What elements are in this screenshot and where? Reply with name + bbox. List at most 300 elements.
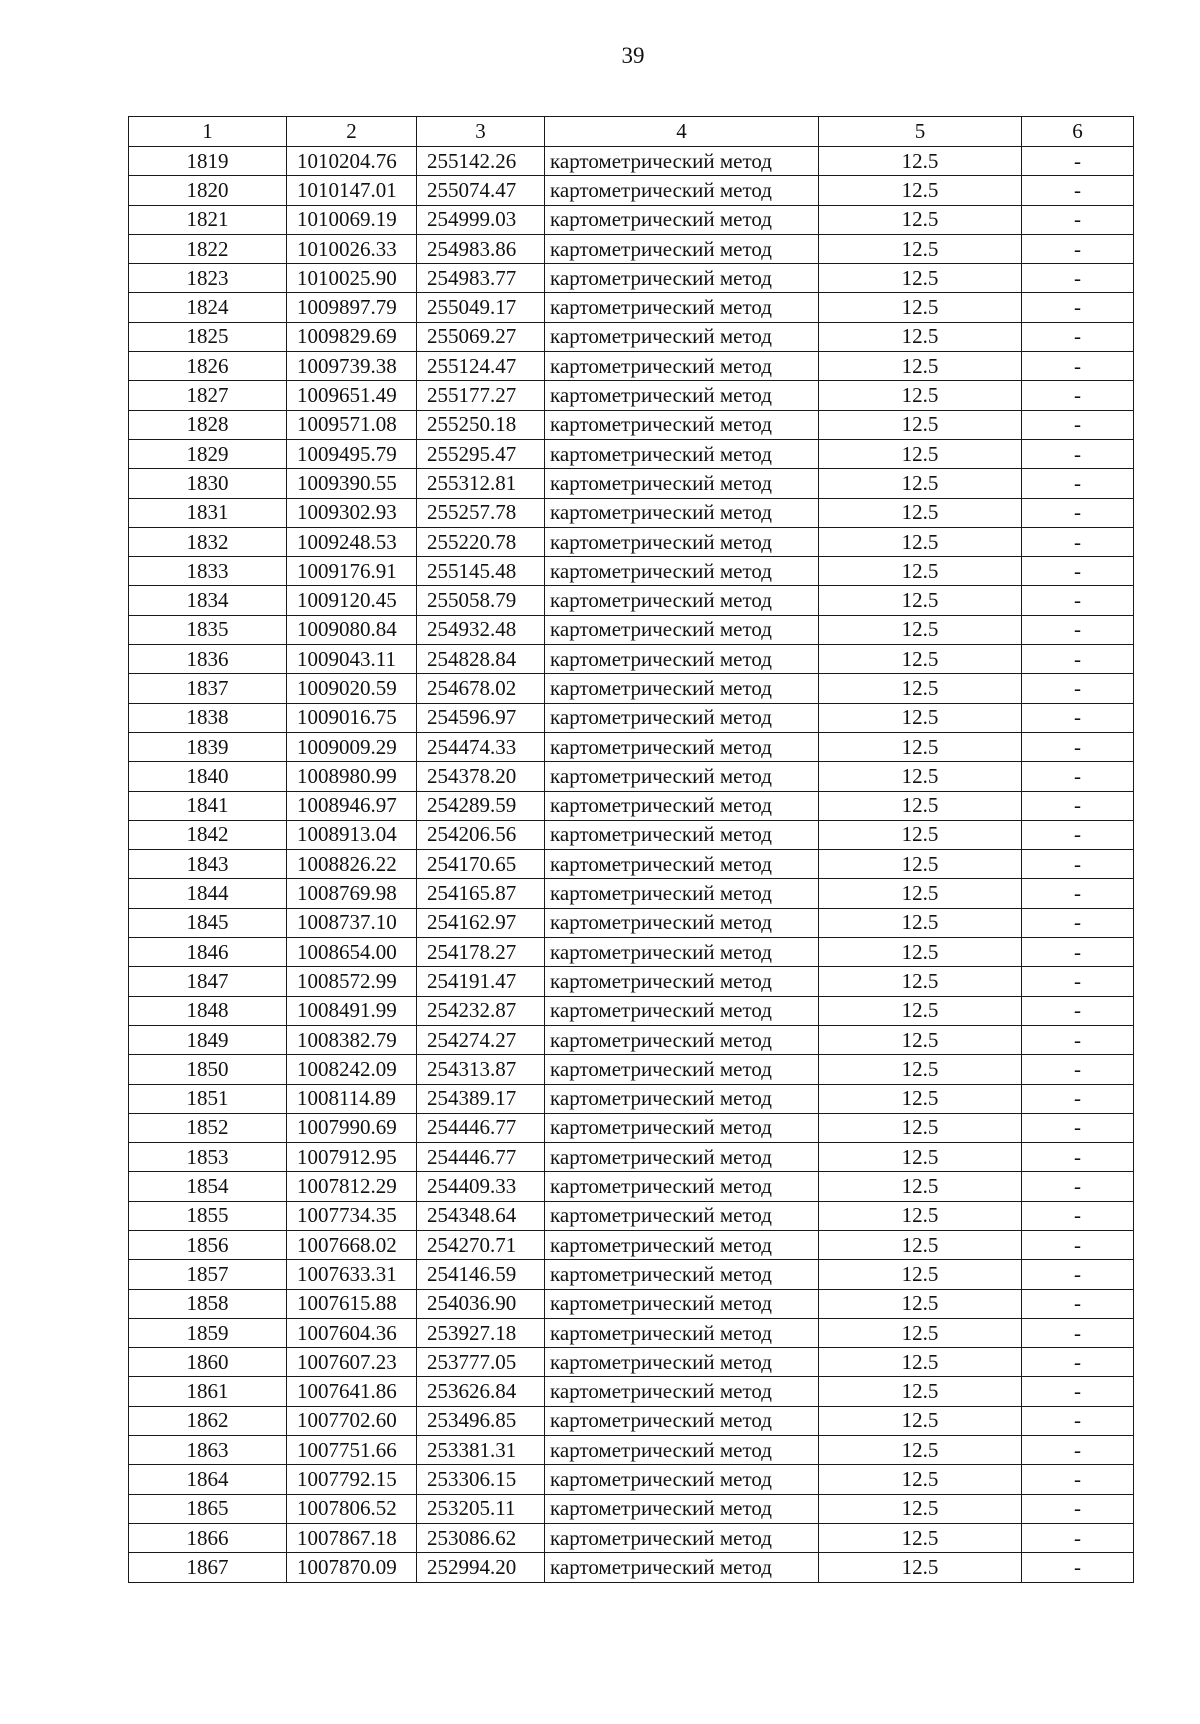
point-number-cell: 1865 [129, 1494, 287, 1523]
note-cell: - [1022, 908, 1134, 937]
x-coordinate-cell: 1008737.10 [287, 908, 417, 937]
accuracy-cell: 12.5 [819, 527, 1022, 556]
accuracy-cell: 12.5 [819, 498, 1022, 527]
accuracy-cell: 12.5 [819, 1172, 1022, 1201]
point-number-cell: 1835 [129, 615, 287, 644]
point-number-cell: 1862 [129, 1406, 287, 1435]
note-cell: - [1022, 1553, 1134, 1582]
table-row [129, 820, 1134, 849]
table-row [129, 1348, 1134, 1377]
table-row [129, 1260, 1134, 1289]
y-coordinate-cell: 254678.02 [417, 674, 545, 703]
x-coordinate-cell: 1008769.98 [287, 879, 417, 908]
table-row [129, 1436, 1134, 1465]
accuracy-cell: 12.5 [819, 1025, 1022, 1054]
accuracy-cell: 12.5 [819, 264, 1022, 293]
x-coordinate-cell: 1009009.29 [287, 732, 417, 761]
accuracy-cell: 12.5 [819, 439, 1022, 468]
y-coordinate-cell: 254170.65 [417, 850, 545, 879]
note-cell: - [1022, 176, 1134, 205]
accuracy-cell: 12.5 [819, 1260, 1022, 1289]
method-cell: картометрический метод [545, 820, 819, 849]
x-coordinate-cell: 1007806.52 [287, 1494, 417, 1523]
y-coordinate-cell: 255142.26 [417, 147, 545, 176]
table-row [129, 352, 1134, 381]
point-number-cell: 1833 [129, 557, 287, 586]
y-coordinate-cell: 254348.64 [417, 1201, 545, 1230]
method-cell: картометрический метод [545, 352, 819, 381]
point-number-cell: 1852 [129, 1113, 287, 1142]
note-cell: - [1022, 1523, 1134, 1552]
x-coordinate-cell: 1008114.89 [287, 1084, 417, 1113]
method-cell: картометрический метод [545, 293, 819, 322]
note-cell: - [1022, 205, 1134, 234]
accuracy-cell: 12.5 [819, 1201, 1022, 1230]
method-cell: картометрический метод [545, 586, 819, 615]
table-row [129, 1055, 1134, 1084]
x-coordinate-cell: 1007870.09 [287, 1553, 417, 1582]
x-coordinate-cell: 1007812.29 [287, 1172, 417, 1201]
y-coordinate-cell: 253381.31 [417, 1436, 545, 1465]
table-row [129, 586, 1134, 615]
accuracy-cell: 12.5 [819, 557, 1022, 586]
method-cell: картометрический метод [545, 322, 819, 351]
point-number-cell: 1841 [129, 791, 287, 820]
table-row [129, 469, 1134, 498]
point-number-cell: 1821 [129, 205, 287, 234]
table-row [129, 264, 1134, 293]
point-number-cell: 1829 [129, 439, 287, 468]
table-row [129, 850, 1134, 879]
point-number-cell: 1820 [129, 176, 287, 205]
note-cell: - [1022, 1113, 1134, 1142]
y-coordinate-cell: 254270.71 [417, 1230, 545, 1259]
method-cell: картометрический метод [545, 439, 819, 468]
accuracy-cell: 12.5 [819, 469, 1022, 498]
note-cell: - [1022, 1465, 1134, 1494]
table-row [129, 674, 1134, 703]
method-cell: картометрический метод [545, 176, 819, 205]
point-number-cell: 1838 [129, 703, 287, 732]
y-coordinate-cell: 254274.27 [417, 1025, 545, 1054]
method-cell: картометрический метод [545, 732, 819, 761]
method-cell: картометрический метод [545, 615, 819, 644]
x-coordinate-cell: 1009571.08 [287, 410, 417, 439]
table-row [129, 1494, 1134, 1523]
method-cell: картометрический метод [545, 791, 819, 820]
note-cell: - [1022, 1406, 1134, 1435]
page-number: 39 [621, 43, 645, 68]
table-row [129, 410, 1134, 439]
x-coordinate-cell: 1009120.45 [287, 586, 417, 615]
x-coordinate-cell: 1010026.33 [287, 234, 417, 263]
point-number-cell: 1830 [129, 469, 287, 498]
accuracy-cell: 12.5 [819, 1406, 1022, 1435]
point-number-cell: 1839 [129, 732, 287, 761]
accuracy-cell: 12.5 [819, 322, 1022, 351]
x-coordinate-cell: 1007734.35 [287, 1201, 417, 1230]
note-cell: - [1022, 527, 1134, 556]
table-row [129, 1318, 1134, 1347]
point-number-cell: 1866 [129, 1523, 287, 1552]
method-cell: картометрический метод [545, 996, 819, 1025]
note-cell: - [1022, 674, 1134, 703]
table-row [129, 527, 1134, 556]
note-cell: - [1022, 703, 1134, 732]
point-number-cell: 1828 [129, 410, 287, 439]
method-cell: картометрический метод [545, 850, 819, 879]
method-cell: картометрический метод [545, 527, 819, 556]
accuracy-cell: 12.5 [819, 205, 1022, 234]
point-number-cell: 1845 [129, 908, 287, 937]
note-cell: - [1022, 1260, 1134, 1289]
table-row [129, 1377, 1134, 1406]
method-cell: картометрический метод [545, 703, 819, 732]
method-cell: картометрический метод [545, 234, 819, 263]
method-cell: картометрический метод [545, 410, 819, 439]
method-cell: картометрический метод [545, 762, 819, 791]
note-cell: - [1022, 645, 1134, 674]
x-coordinate-cell: 1009651.49 [287, 381, 417, 410]
note-cell: - [1022, 147, 1134, 176]
table-row [129, 147, 1134, 176]
accuracy-cell: 12.5 [819, 1289, 1022, 1318]
table-row [129, 1084, 1134, 1113]
method-cell: картометрический метод [545, 1289, 819, 1318]
x-coordinate-cell: 1008913.04 [287, 820, 417, 849]
accuracy-cell: 12.5 [819, 879, 1022, 908]
x-coordinate-cell: 1009897.79 [287, 293, 417, 322]
table-row [129, 762, 1134, 791]
table-row [129, 1172, 1134, 1201]
point-number-cell: 1822 [129, 234, 287, 263]
method-cell: картометрический метод [545, 879, 819, 908]
table-row [129, 1289, 1134, 1318]
table-row [129, 557, 1134, 586]
method-cell: картометрический метод [545, 147, 819, 176]
x-coordinate-cell: 1007641.86 [287, 1377, 417, 1406]
method-cell: картометрический метод [545, 1113, 819, 1142]
table-row [129, 1143, 1134, 1172]
x-coordinate-cell: 1009080.84 [287, 615, 417, 644]
method-cell: картометрический метод [545, 1377, 819, 1406]
point-number-cell: 1831 [129, 498, 287, 527]
method-cell: картометрический метод [545, 264, 819, 293]
accuracy-cell: 12.5 [819, 703, 1022, 732]
method-cell: картометрический метод [545, 498, 819, 527]
accuracy-cell: 12.5 [819, 1055, 1022, 1084]
method-cell: картометрический метод [545, 381, 819, 410]
accuracy-cell: 12.5 [819, 1553, 1022, 1582]
note-cell: - [1022, 850, 1134, 879]
point-number-cell: 1844 [129, 879, 287, 908]
x-coordinate-cell: 1007912.95 [287, 1143, 417, 1172]
point-number-cell: 1864 [129, 1465, 287, 1494]
table-row [129, 908, 1134, 937]
accuracy-cell: 12.5 [819, 234, 1022, 263]
note-cell: - [1022, 879, 1134, 908]
table-row [129, 791, 1134, 820]
method-cell: картометрический метод [545, 1143, 819, 1172]
x-coordinate-cell: 1007607.23 [287, 1348, 417, 1377]
accuracy-cell: 12.5 [819, 996, 1022, 1025]
table-row [129, 234, 1134, 263]
column-header: 1 [129, 117, 287, 147]
note-cell: - [1022, 293, 1134, 322]
point-number-cell: 1842 [129, 820, 287, 849]
y-coordinate-cell: 253626.84 [417, 1377, 545, 1406]
accuracy-cell: 12.5 [819, 967, 1022, 996]
method-cell: картометрический метод [545, 1260, 819, 1289]
note-cell: - [1022, 234, 1134, 263]
x-coordinate-cell: 1010147.01 [287, 176, 417, 205]
y-coordinate-cell: 254446.77 [417, 1143, 545, 1172]
y-coordinate-cell: 254378.20 [417, 762, 545, 791]
y-coordinate-cell: 255250.18 [417, 410, 545, 439]
accuracy-cell: 12.5 [819, 908, 1022, 937]
table-row [129, 1201, 1134, 1230]
table-row [129, 703, 1134, 732]
note-cell: - [1022, 1348, 1134, 1377]
note-cell: - [1022, 469, 1134, 498]
note-cell: - [1022, 557, 1134, 586]
x-coordinate-cell: 1007751.66 [287, 1436, 417, 1465]
table-row [129, 967, 1134, 996]
accuracy-cell: 12.5 [819, 1318, 1022, 1347]
y-coordinate-cell: 254474.33 [417, 732, 545, 761]
y-coordinate-cell: 254178.27 [417, 938, 545, 967]
note-cell: - [1022, 1025, 1134, 1054]
method-cell: картометрический метод [545, 1055, 819, 1084]
accuracy-cell: 12.5 [819, 381, 1022, 410]
x-coordinate-cell: 1007990.69 [287, 1113, 417, 1142]
note-cell: - [1022, 381, 1134, 410]
x-coordinate-cell: 1009020.59 [287, 674, 417, 703]
method-cell: картометрический метод [545, 1523, 819, 1552]
note-cell: - [1022, 1201, 1134, 1230]
note-cell: - [1022, 264, 1134, 293]
y-coordinate-cell: 255295.47 [417, 439, 545, 468]
x-coordinate-cell: 1009176.91 [287, 557, 417, 586]
y-coordinate-cell: 255124.47 [417, 352, 545, 381]
y-coordinate-cell: 254983.86 [417, 234, 545, 263]
accuracy-cell: 12.5 [819, 820, 1022, 849]
column-header: 5 [819, 117, 1022, 147]
x-coordinate-cell: 1010069.19 [287, 205, 417, 234]
accuracy-cell: 12.5 [819, 586, 1022, 615]
x-coordinate-cell: 1009016.75 [287, 703, 417, 732]
point-number-cell: 1819 [129, 147, 287, 176]
note-cell: - [1022, 762, 1134, 791]
table-row [129, 439, 1134, 468]
accuracy-cell: 12.5 [819, 732, 1022, 761]
x-coordinate-cell: 1007668.02 [287, 1230, 417, 1259]
point-number-cell: 1849 [129, 1025, 287, 1054]
x-coordinate-cell: 1008946.97 [287, 791, 417, 820]
method-cell: картометрический метод [545, 938, 819, 967]
x-coordinate-cell: 1007633.31 [287, 1260, 417, 1289]
table-row [129, 1553, 1134, 1582]
accuracy-cell: 12.5 [819, 147, 1022, 176]
accuracy-cell: 12.5 [819, 1377, 1022, 1406]
point-number-cell: 1827 [129, 381, 287, 410]
y-coordinate-cell: 254983.77 [417, 264, 545, 293]
point-number-cell: 1837 [129, 674, 287, 703]
point-number-cell: 1859 [129, 1318, 287, 1347]
accuracy-cell: 12.5 [819, 1084, 1022, 1113]
note-cell: - [1022, 1055, 1134, 1084]
y-coordinate-cell: 254409.33 [417, 1172, 545, 1201]
y-coordinate-cell: 254191.47 [417, 967, 545, 996]
note-cell: - [1022, 938, 1134, 967]
point-number-cell: 1854 [129, 1172, 287, 1201]
y-coordinate-cell: 254206.56 [417, 820, 545, 849]
x-coordinate-cell: 1009248.53 [287, 527, 417, 556]
table-row [129, 645, 1134, 674]
note-cell: - [1022, 1143, 1134, 1172]
method-cell: картометрический метод [545, 1406, 819, 1435]
method-cell: картометрический метод [545, 557, 819, 586]
accuracy-cell: 12.5 [819, 1348, 1022, 1377]
column-header: 3 [417, 117, 545, 147]
x-coordinate-cell: 1007615.88 [287, 1289, 417, 1318]
y-coordinate-cell: 254036.90 [417, 1289, 545, 1318]
note-cell: - [1022, 996, 1134, 1025]
method-cell: картометрический метод [545, 1201, 819, 1230]
note-cell: - [1022, 498, 1134, 527]
method-cell: картометрический метод [545, 1025, 819, 1054]
note-cell: - [1022, 615, 1134, 644]
table-row [129, 1465, 1134, 1494]
x-coordinate-cell: 1010204.76 [287, 147, 417, 176]
note-cell: - [1022, 791, 1134, 820]
accuracy-cell: 12.5 [819, 674, 1022, 703]
note-cell: - [1022, 1318, 1134, 1347]
method-cell: картометрический метод [545, 1553, 819, 1582]
x-coordinate-cell: 1007702.60 [287, 1406, 417, 1435]
y-coordinate-cell: 255074.47 [417, 176, 545, 205]
accuracy-cell: 12.5 [819, 1143, 1022, 1172]
x-coordinate-cell: 1009302.93 [287, 498, 417, 527]
method-cell: картометрический метод [545, 1494, 819, 1523]
accuracy-cell: 12.5 [819, 352, 1022, 381]
note-cell: - [1022, 352, 1134, 381]
point-number-cell: 1857 [129, 1260, 287, 1289]
point-number-cell: 1851 [129, 1084, 287, 1113]
accuracy-cell: 12.5 [819, 645, 1022, 674]
column-header: 6 [1022, 117, 1134, 147]
table-row [129, 938, 1134, 967]
accuracy-cell: 12.5 [819, 1494, 1022, 1523]
accuracy-cell: 12.5 [819, 1113, 1022, 1142]
accuracy-cell: 12.5 [819, 293, 1022, 322]
x-coordinate-cell: 1007604.36 [287, 1318, 417, 1347]
method-cell: картометрический метод [545, 1348, 819, 1377]
point-number-cell: 1863 [129, 1436, 287, 1465]
method-cell: картометрический метод [545, 1084, 819, 1113]
note-cell: - [1022, 410, 1134, 439]
table-row [129, 1113, 1134, 1142]
point-number-cell: 1832 [129, 527, 287, 556]
y-coordinate-cell: 254999.03 [417, 205, 545, 234]
column-header: 2 [287, 117, 417, 147]
point-number-cell: 1860 [129, 1348, 287, 1377]
note-cell: - [1022, 1084, 1134, 1113]
point-number-cell: 1825 [129, 322, 287, 351]
accuracy-cell: 12.5 [819, 791, 1022, 820]
point-number-cell: 1853 [129, 1143, 287, 1172]
x-coordinate-cell: 1008572.99 [287, 967, 417, 996]
y-coordinate-cell: 254596.97 [417, 703, 545, 732]
y-coordinate-cell: 253205.11 [417, 1494, 545, 1523]
note-cell: - [1022, 322, 1134, 351]
accuracy-cell: 12.5 [819, 850, 1022, 879]
method-cell: картометрический метод [545, 908, 819, 937]
y-coordinate-cell: 252994.20 [417, 1553, 545, 1582]
x-coordinate-cell: 1008980.99 [287, 762, 417, 791]
x-coordinate-cell: 1008654.00 [287, 938, 417, 967]
x-coordinate-cell: 1009739.38 [287, 352, 417, 381]
table-row [129, 615, 1134, 644]
note-cell: - [1022, 967, 1134, 996]
note-cell: - [1022, 1436, 1134, 1465]
x-coordinate-cell: 1008826.22 [287, 850, 417, 879]
method-cell: картометрический метод [545, 205, 819, 234]
method-cell: картометрический метод [545, 1172, 819, 1201]
accuracy-cell: 12.5 [819, 1465, 1022, 1494]
accuracy-cell: 12.5 [819, 1230, 1022, 1259]
y-coordinate-cell: 254165.87 [417, 879, 545, 908]
table-row [129, 732, 1134, 761]
accuracy-cell: 12.5 [819, 938, 1022, 967]
y-coordinate-cell: 253777.05 [417, 1348, 545, 1377]
point-number-cell: 1836 [129, 645, 287, 674]
y-coordinate-cell: 255145.48 [417, 557, 545, 586]
y-coordinate-cell: 253306.15 [417, 1465, 545, 1494]
y-coordinate-cell: 254289.59 [417, 791, 545, 820]
point-number-cell: 1834 [129, 586, 287, 615]
point-number-cell: 1847 [129, 967, 287, 996]
note-cell: - [1022, 1172, 1134, 1201]
method-cell: картометрический метод [545, 674, 819, 703]
x-coordinate-cell: 1010025.90 [287, 264, 417, 293]
note-cell: - [1022, 1230, 1134, 1259]
y-coordinate-cell: 255049.17 [417, 293, 545, 322]
y-coordinate-cell: 253927.18 [417, 1318, 545, 1347]
accuracy-cell: 12.5 [819, 1436, 1022, 1465]
x-coordinate-cell: 1007867.18 [287, 1523, 417, 1552]
y-coordinate-cell: 254146.59 [417, 1260, 545, 1289]
table-row [129, 1406, 1134, 1435]
method-cell: картометрический метод [545, 1436, 819, 1465]
method-cell: картометрический метод [545, 645, 819, 674]
point-number-cell: 1848 [129, 996, 287, 1025]
x-coordinate-cell: 1009829.69 [287, 322, 417, 351]
accuracy-cell: 12.5 [819, 1523, 1022, 1552]
table-row [129, 293, 1134, 322]
point-number-cell: 1824 [129, 293, 287, 322]
table-body [129, 147, 1134, 1583]
method-cell: картометрический метод [545, 469, 819, 498]
note-cell: - [1022, 1494, 1134, 1523]
accuracy-cell: 12.5 [819, 762, 1022, 791]
point-number-cell: 1867 [129, 1553, 287, 1582]
y-coordinate-cell: 254446.77 [417, 1113, 545, 1142]
y-coordinate-cell: 255069.27 [417, 322, 545, 351]
y-coordinate-cell: 254389.17 [417, 1084, 545, 1113]
accuracy-cell: 12.5 [819, 615, 1022, 644]
note-cell: - [1022, 586, 1134, 615]
